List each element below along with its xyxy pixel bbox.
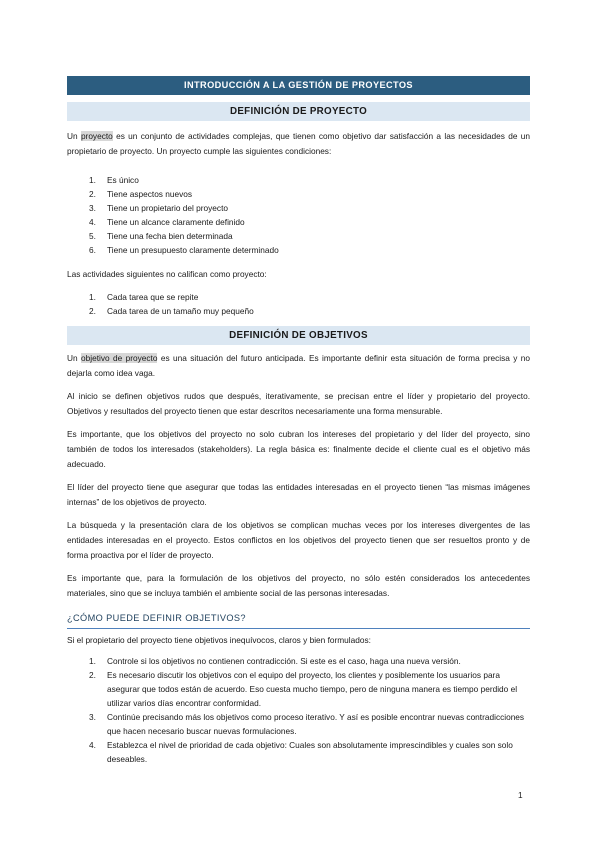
list-number: 2. <box>89 306 96 316</box>
section-heading-definicion-objetivos: DEFINICIÓN DE OBJETIVOS <box>67 326 530 345</box>
document-page <box>67 76 530 766</box>
list-item-text: Cada tarea de un tamaño muy pequeño <box>107 306 254 316</box>
list-item-text: Tiene una fecha bien determinada <box>107 231 233 241</box>
list-item <box>67 215 530 229</box>
text-run: es una situación del futuro anticipada. Es importante definir esta situación de forma precisa y no dejarla como idea vaga. <box>67 353 530 378</box>
list-item <box>67 187 530 201</box>
list-number: 3. <box>89 712 96 722</box>
list-number: 4. <box>89 217 96 227</box>
text-run: es un conjunto de actividades complejas, que tienen como objetivo dar satisfacción a las necesidades de un propietario de proyecto. Un proyecto cumple las siguientes condiciones: <box>67 131 530 156</box>
objectives-paragraph-6: Es importante que, para la formulación de los objetivos del proyecto, no sólo estén considerados los antecedentes materiales, sino que se incluya también el ambiente social de las personas interesadas. <box>67 573 530 598</box>
non-project-list <box>67 290 530 318</box>
document-title-banner: INTRODUCCIÓN A LA GESTIÓN DE PROYECTOS <box>67 76 530 95</box>
list-item-text: Tiene un presupuesto claramente determinado <box>107 245 279 255</box>
list-item-text: Es único <box>107 175 139 185</box>
objectives-paragraph-4: El líder del proyecto tiene que asegurar que todas las entidades interesadas en el proyecto tienen “las mismas imágenes internas” de los objetivos de proyecto. <box>67 482 530 507</box>
list-item <box>67 229 530 243</box>
list-number: 6. <box>89 245 96 255</box>
list-item <box>67 290 530 304</box>
list-number: 1. <box>89 292 96 302</box>
list-number: 1. <box>89 656 96 666</box>
how-to-steps-list <box>67 654 530 766</box>
list-item-text: Tiene un alcance claramente definido <box>107 217 245 227</box>
subheading-como-definir-objetivos: ¿CÓMO PUEDE DEFINIR OBJETIVOS? <box>67 611 530 629</box>
list-item-text: Cada tarea que se repite <box>107 292 199 302</box>
list-item <box>67 668 530 710</box>
project-definition-paragraph <box>67 129 530 159</box>
text-run: Un <box>67 131 81 141</box>
how-to-intro: Si el propietario del proyecto tiene objetivos inequívocos, claros y bien formulados: <box>67 635 371 645</box>
list-item-text: Tiene un propietario del proyecto <box>107 203 228 213</box>
list-item <box>67 201 530 215</box>
list-number: 3. <box>89 203 96 213</box>
list-number: 2. <box>89 670 96 680</box>
text-run: Un <box>67 353 82 363</box>
objectives-paragraph-5: La búsqueda y la presentación clara de los objetivos se complican muchas veces por los intereses divergentes de las entidades interesadas en el proyecto. Estos conflictos en los objetivos del proyecto tienen que ser resueltos pronto y de forma proactiva por el líder de proyecto. <box>67 520 530 560</box>
objectives-paragraph-2: Al inicio se definen objetivos rudos que después, iterativamente, se precisan entre el líder y propietario del proyecto. Objetivos y resultados del proyecto tienen que estar descritos necesariamente una forma mensurable. <box>67 391 530 416</box>
non-project-intro: Las actividades siguientes no califican como proyecto: <box>67 269 267 279</box>
list-number: 4. <box>89 740 96 750</box>
list-item <box>67 243 530 257</box>
list-item <box>67 654 530 668</box>
list-item-text: Es necesario discutir los objetivos con el equipo del proyecto, los clientes y posiblemente los usuarios para asegurar que todos están de acuerdo. Eso cuesta mucho tiempo, pero de ninguna manera es tiempo perdido el utilizar varios días encontrar conformidad. <box>107 670 518 708</box>
list-item-text: Establezca el nivel de prioridad de cada objetivo: Cuales son absolutamente imprescindibles y cuales son solo deseables. <box>107 740 513 764</box>
list-number: 5. <box>89 231 96 241</box>
list-item-text: Controle si los objetivos no contienen contradicción. Si este es el caso, haga una nueva versión. <box>107 656 461 666</box>
page-number: 1 <box>518 790 523 800</box>
highlighted-term-objetivo: objetivo de proyecto <box>81 353 158 363</box>
objective-definition-paragraph <box>67 351 530 381</box>
list-number: 2. <box>89 189 96 199</box>
list-number: 1. <box>89 175 96 185</box>
list-item-text: Continúe precisando más los objetivos como proceso iterativo. Y así es posible encontrar nuevas contradicciones que hacen necesario buscar nuevas formulaciones. <box>107 712 525 736</box>
list-item <box>67 304 530 318</box>
list-item <box>67 710 530 738</box>
objectives-paragraph-3: Es importante, que los objetivos del proyecto no solo cubran los intereses del propietario y del líder del proyecto, sino también de todos los interesados (stakeholders). La regla básica es: finalmente decide el cliente cual es el objetivo más adecuado. <box>67 429 530 469</box>
list-item <box>67 173 530 187</box>
highlighted-term-proyecto: proyecto <box>80 131 113 141</box>
list-item <box>67 738 530 766</box>
section-heading-definicion-proyecto: DEFINICIÓN DE PROYECTO <box>67 102 530 121</box>
list-item-text: Tiene aspectos nuevos <box>107 189 193 199</box>
project-conditions-list <box>67 173 530 257</box>
